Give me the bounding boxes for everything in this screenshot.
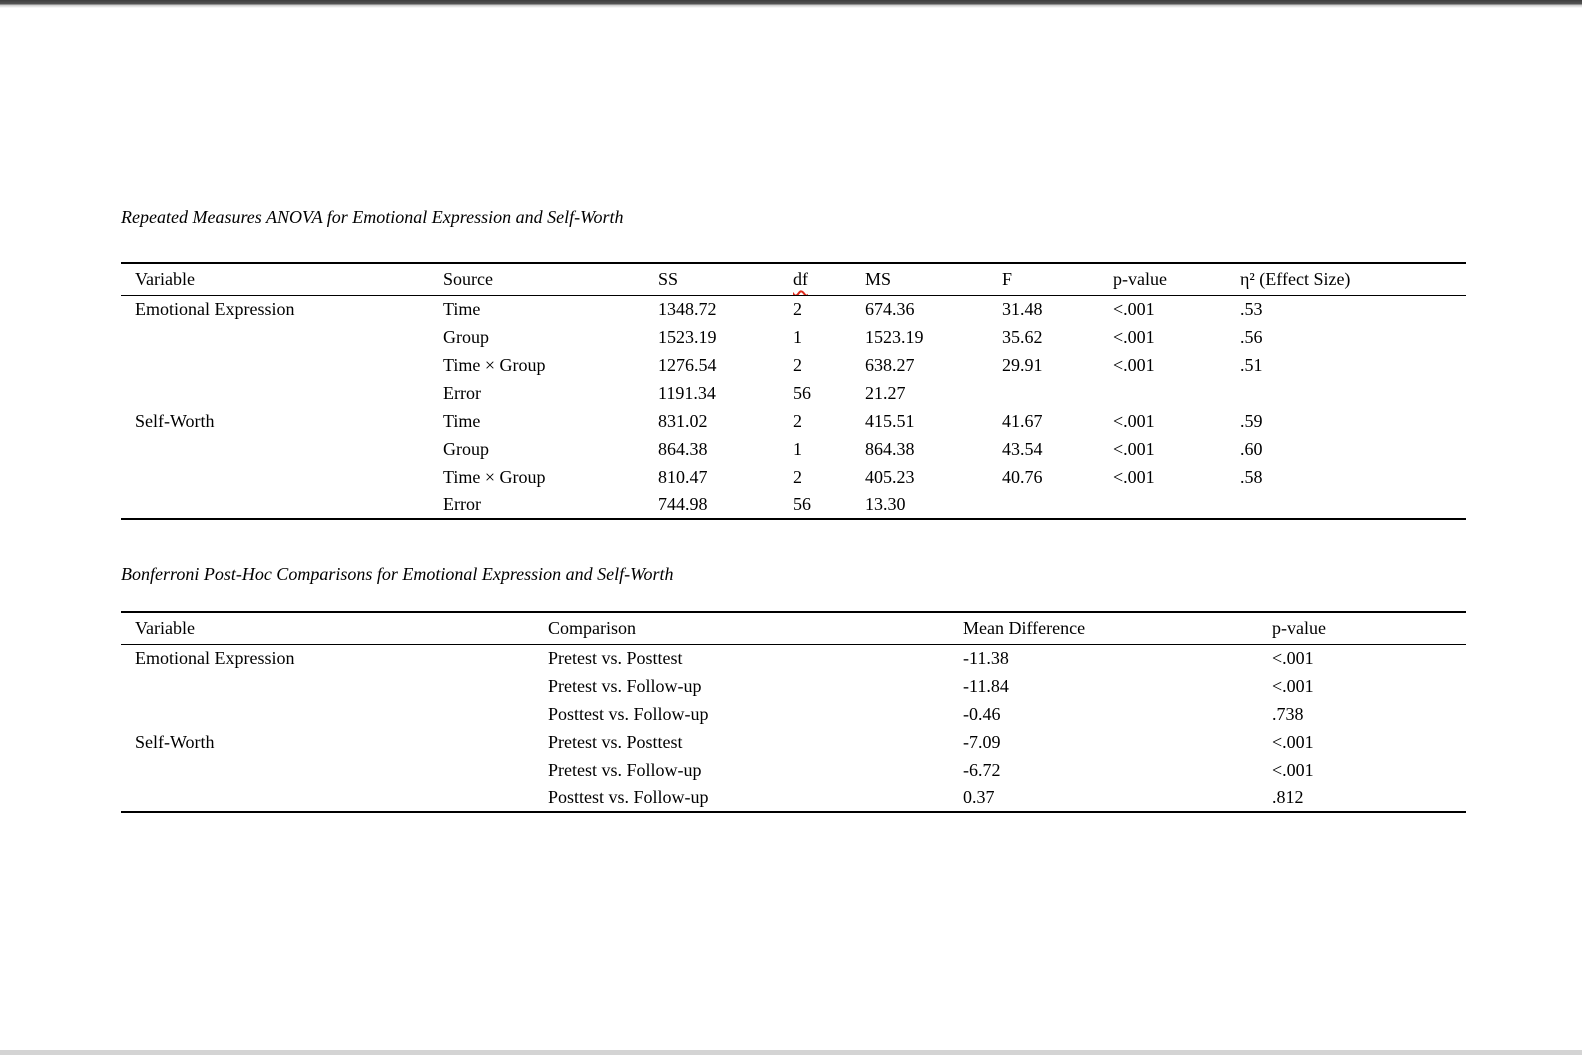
table-cell: -11.38 [963, 647, 1009, 668]
anova-table-body [121, 295, 1466, 519]
table-cell [121, 672, 548, 700]
table-cell: .58 [1240, 466, 1263, 487]
posthoc-table [121, 611, 1466, 813]
table-cell: 2 [793, 466, 802, 487]
table-cell [1113, 491, 1240, 519]
column-header-label: η² (Effect Size) [1240, 268, 1351, 289]
table-cell: <.001 [1272, 759, 1314, 780]
table-cell: Error [443, 382, 481, 403]
table-cell: <.001 [1272, 675, 1314, 696]
table-cell: 2 [793, 410, 802, 431]
table-cell: 41.67 [1002, 410, 1043, 431]
column-header-label: p-value [1113, 268, 1167, 289]
table-cell [121, 784, 548, 812]
table-cell: 43.54 [1002, 438, 1043, 459]
table-cell: .59 [1240, 410, 1263, 431]
table-cell: 31.48 [1002, 298, 1043, 319]
table-cell: 1191.34 [658, 382, 716, 403]
table-cell: 1276.54 [658, 354, 717, 375]
table-cell: 1523.19 [658, 326, 717, 347]
table-cell: -0.46 [963, 703, 1001, 724]
table-row [121, 756, 1466, 784]
table-cell: 29.91 [1002, 354, 1043, 375]
table-cell: 1348.72 [658, 298, 717, 319]
table-cell: <.001 [1113, 326, 1155, 347]
table-cell [121, 435, 443, 463]
column-header-label: Variable [135, 268, 195, 289]
table-cell: 2 [793, 298, 802, 319]
table-cell: .51 [1240, 354, 1263, 375]
table-cell: 831.02 [658, 410, 708, 431]
table-cell: 638.27 [865, 354, 915, 375]
table-row [121, 435, 1466, 463]
anova-table-title: Repeated Measures ANOVA for Emotional Expression and Self-Worth [121, 207, 624, 227]
table-cell: Emotional Expression [135, 647, 295, 668]
table-cell: 864.38 [658, 438, 708, 459]
table-cell [121, 351, 443, 379]
table-cell: <.001 [1113, 466, 1155, 487]
table-cell: 21.27 [865, 382, 906, 403]
table-cell: .60 [1240, 438, 1263, 459]
table-cell: 1 [793, 438, 802, 459]
table-cell: 35.62 [1002, 326, 1043, 347]
anova-col-variable [121, 263, 443, 295]
table-row [121, 491, 1466, 519]
anova-col-ms [865, 263, 1002, 295]
column-header-label: SS [658, 268, 679, 289]
table-row [121, 323, 1466, 351]
table-cell: .56 [1240, 326, 1263, 347]
anova-col-pvalue [1113, 263, 1240, 295]
table-row [121, 672, 1466, 700]
table-row [121, 463, 1466, 491]
table-cell: <.001 [1113, 438, 1155, 459]
posthoc-col-comparison [548, 612, 963, 644]
table-cell: Posttest vs. Follow-up [548, 703, 709, 724]
table-cell: Error [443, 494, 481, 514]
table-cell: .812 [1272, 787, 1304, 807]
column-header-label: Source [443, 268, 493, 289]
table-cell: Posttest vs. Follow-up [548, 787, 709, 807]
table-cell [1113, 379, 1240, 407]
posthoc-col-pvalue [1272, 612, 1466, 644]
table-cell: 2 [793, 354, 802, 375]
table-row [121, 379, 1466, 407]
posthoc-col-mean-difference [963, 612, 1272, 644]
column-header-label: p-value [1272, 617, 1326, 638]
column-header-label: F [1002, 268, 1013, 289]
table-cell: 744.98 [658, 494, 708, 514]
table-cell: -7.09 [963, 731, 1001, 752]
posthoc-col-variable [121, 612, 548, 644]
posthoc-header-row [121, 612, 1466, 644]
table-row [121, 407, 1466, 435]
anova-col-f [1002, 263, 1113, 295]
table-cell [121, 700, 548, 728]
table-cell: 405.23 [865, 466, 915, 487]
table-cell: 13.30 [865, 494, 906, 514]
posthoc-table-title: Bonferroni Post-Hoc Comparisons for Emotional Expression and Self-Worth [121, 564, 674, 584]
table-cell: 40.76 [1002, 466, 1043, 487]
table-row [121, 700, 1466, 728]
table-cell: <.001 [1113, 410, 1155, 431]
anova-col-effect-size [1240, 263, 1466, 295]
table-cell [121, 491, 443, 519]
table-cell: 56 [793, 382, 811, 403]
table-cell [121, 379, 443, 407]
anova-header-row [121, 263, 1466, 295]
table-cell: -11.84 [963, 675, 1009, 696]
table-cell: Pretest vs. Follow-up [548, 675, 702, 696]
table-cell: 864.38 [865, 438, 915, 459]
table-cell: Pretest vs. Posttest [548, 647, 683, 668]
table-cell: <.001 [1272, 731, 1314, 752]
table-cell [121, 756, 548, 784]
table-cell: .53 [1240, 298, 1263, 319]
window-bottom-edge [0, 1050, 1582, 1055]
table-row [121, 644, 1466, 672]
table-cell: 0.37 [963, 787, 995, 807]
column-header-label-misspelled: df [793, 268, 808, 289]
table-cell: 1 [793, 326, 802, 347]
table-cell [1002, 379, 1113, 407]
table-cell [1002, 491, 1113, 519]
table-cell: <.001 [1113, 298, 1155, 319]
table-cell: Time [443, 298, 481, 319]
column-header-label: MS [865, 268, 892, 289]
table-cell: Group [443, 438, 489, 459]
table-cell: Group [443, 326, 489, 347]
table-cell [121, 323, 443, 351]
anova-col-ss [658, 263, 793, 295]
table-cell: Time × Group [443, 354, 546, 375]
table-cell: Time × Group [443, 466, 546, 487]
table-cell: -6.72 [963, 759, 1001, 780]
table-cell [121, 463, 443, 491]
table-cell: Self-Worth [135, 731, 215, 752]
posthoc-table-body [121, 644, 1466, 812]
anova-col-source [443, 263, 658, 295]
table-cell: 415.51 [865, 410, 915, 431]
table-cell [1240, 379, 1466, 407]
table-row [121, 728, 1466, 756]
table-cell: Pretest vs. Follow-up [548, 759, 702, 780]
table-cell: 810.47 [658, 466, 708, 487]
table-cell [1240, 491, 1466, 519]
table-cell: 56 [793, 494, 811, 514]
table-cell: .738 [1272, 703, 1304, 724]
table-cell: Pretest vs. Posttest [548, 731, 683, 752]
document-page[interactable] [121, 0, 1466, 813]
anova-table [121, 262, 1466, 520]
table-cell: Self-Worth [135, 410, 215, 431]
table-cell: 674.36 [865, 298, 915, 319]
column-header-label: Comparison [548, 617, 636, 638]
table-cell: 1523.19 [865, 326, 924, 347]
column-header-label: Mean Difference [963, 617, 1086, 638]
table-cell: Time [443, 410, 481, 431]
table-cell: <.001 [1113, 354, 1155, 375]
table-row [121, 295, 1466, 323]
table-row [121, 351, 1466, 379]
anova-col-df [793, 263, 865, 295]
column-header-label: Variable [135, 617, 195, 638]
table-cell: <.001 [1272, 647, 1314, 668]
table-cell: Emotional Expression [135, 298, 295, 319]
table-row [121, 784, 1466, 812]
